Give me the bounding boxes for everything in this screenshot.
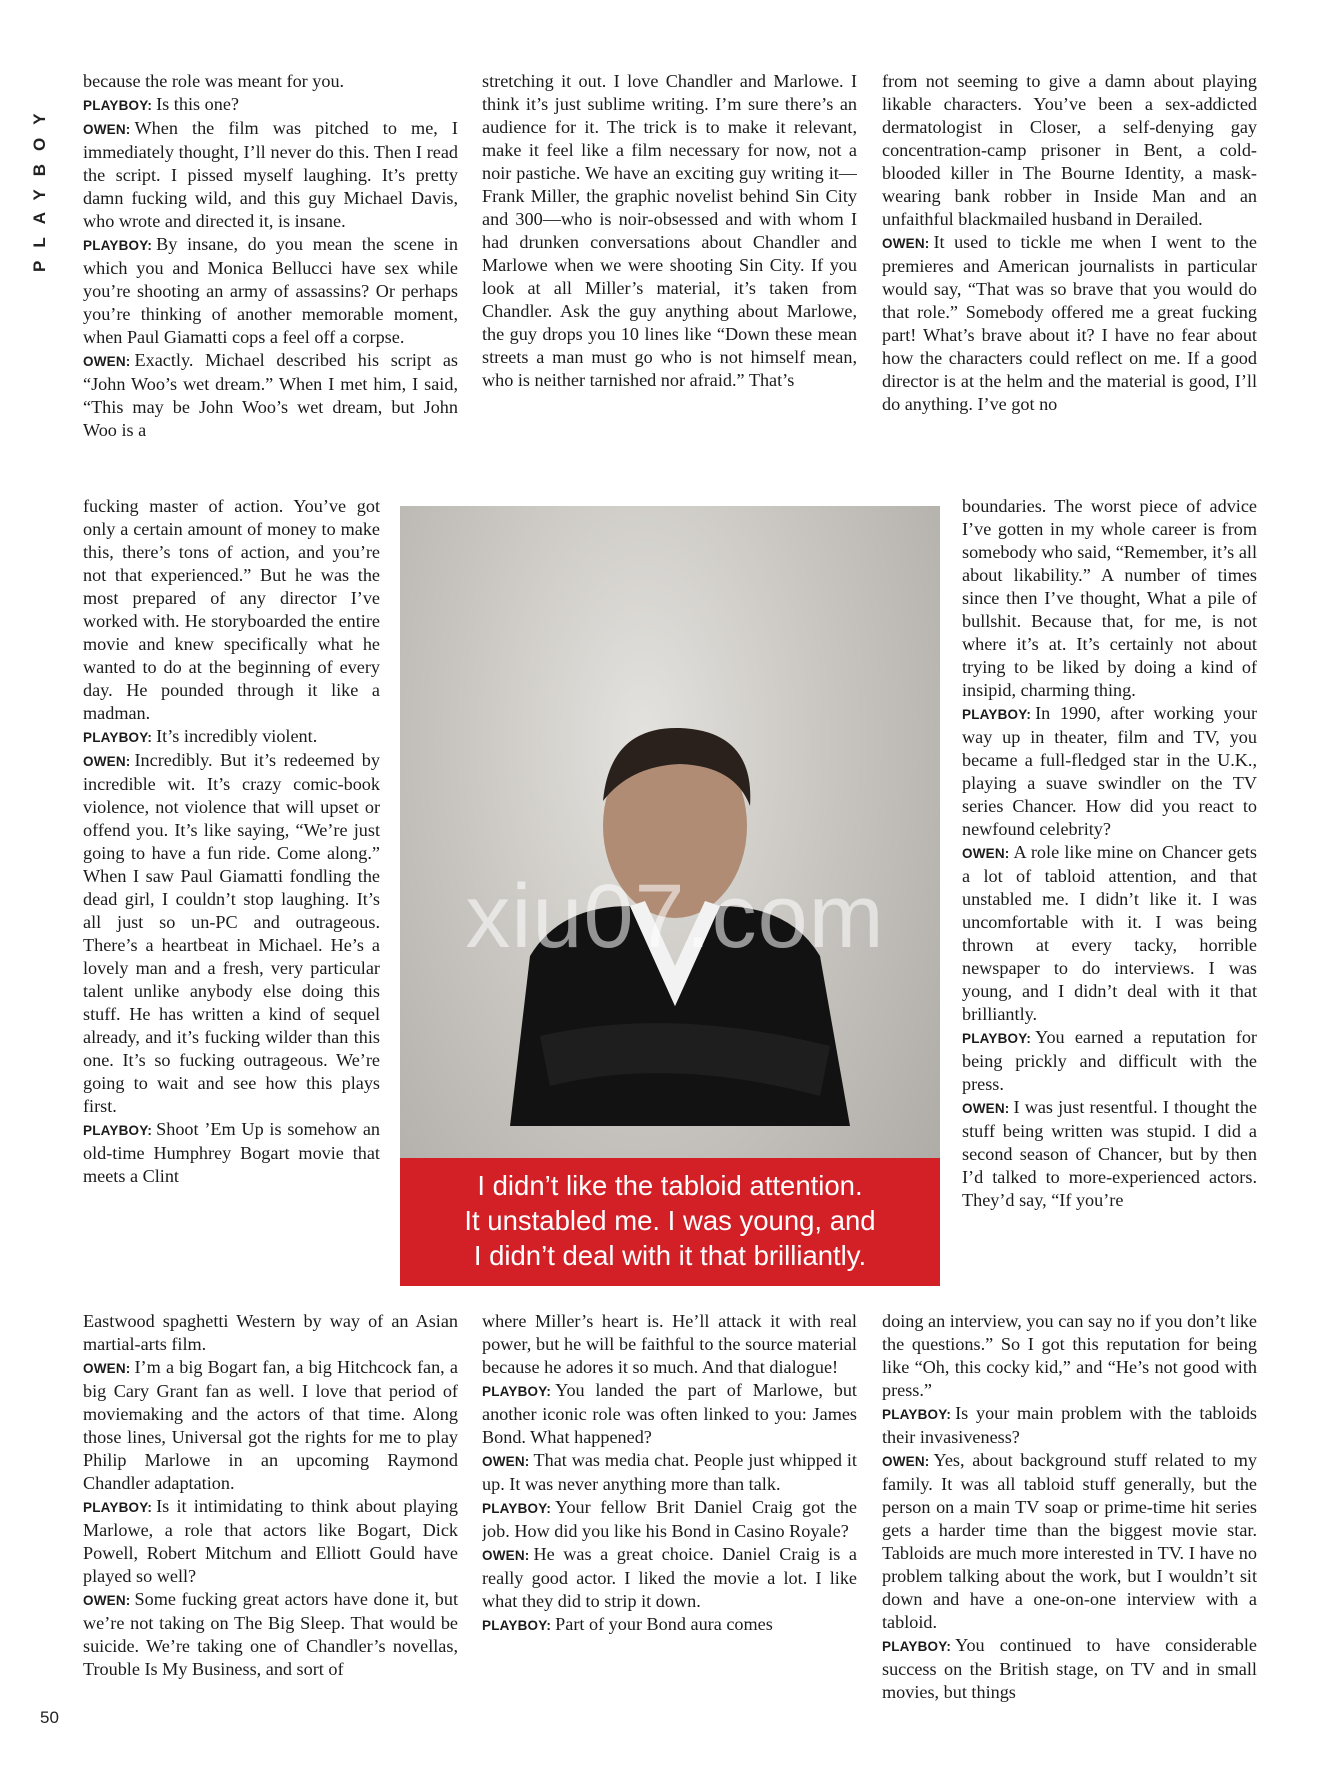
paragraph — [882, 1634, 1257, 1704]
paragraph-text: Shoot ’Em Up is somehow an old-time Humphrey Bogart movie that meets a Clint — [83, 1119, 380, 1186]
paragraph — [83, 495, 380, 725]
speaker-label: PLAYBOY: — [962, 707, 1032, 722]
paragraph — [482, 1496, 857, 1543]
paragraph — [882, 1310, 1257, 1402]
paragraph — [962, 702, 1257, 841]
speaker-label: PLAYBOY: — [83, 1500, 153, 1515]
paragraph — [482, 1543, 857, 1613]
paragraph — [83, 1356, 458, 1495]
paragraph — [962, 1096, 1257, 1212]
paragraph-text: Is it intimidating to think about playing Marlowe, a role that actors like Bogart, Dick Powell, Robert Mitchum and Elliott Gould have played so well? — [83, 1496, 458, 1586]
paragraph-text: It’s incredibly violent. — [156, 726, 318, 746]
paragraph — [482, 1613, 857, 1637]
speaker-label: PLAYBOY: — [482, 1618, 552, 1633]
paragraph-text: By insane, do you mean the scene in which you and Monica Bellucci have sex while you’re shooting an army of assassins? Or perhaps you’re thinking of another memorable moment, when Paul Giamatti cops a feel off a corpse. — [83, 234, 458, 347]
paragraph-text: stretching it out. I love Chandler and Marlowe. I think it’s just sublime writing. I’m sure there’s an audience for it. The trick is to make it relevant, make it feel like a film necessary for now, not a noir pastiche. We have an exciting guy writing it—Frank Miller, the graphic novelist behind Sin City and 300—who is noir-obsessed and with whom I had drunken conversations about Chandler and Marlowe when we were shooting Sin City. If you look at all Miller’s material, it’s taken from Chandler. Ask the guy anything about Marlowe, the guy drops you 10 lines like “Down these mean streets a man must go who is not himself mean, who is neither tarnished nor afraid.” That’s — [482, 71, 857, 390]
pull-quote — [400, 1158, 940, 1273]
paragraph-text: Your fellow Brit Daniel Craig got the job. How did you like his Bond in Casino Royale? — [482, 1497, 857, 1541]
paragraph-text: Is your main problem with the tabloids their invasiveness? — [882, 1403, 1257, 1447]
paragraph-text: You continued to have considerable success on the British stage, on TV and in small movies, but things — [882, 1635, 1257, 1702]
page-number: 50 — [40, 1708, 59, 1727]
pull-quote-line: I didn’t like the tabloid attention. — [477, 1170, 863, 1201]
paragraph — [83, 93, 458, 117]
paragraph-text: I was just resentful. I thought the stuff being written was stupid. I did a second season of Chancer, but by then I’d talked to more-experienced actors. They’d say, “If you’re — [962, 1097, 1257, 1210]
paragraph — [83, 1118, 380, 1188]
speaker-label: OWEN: — [83, 1593, 131, 1608]
paragraph — [83, 349, 458, 442]
paragraph — [962, 1026, 1257, 1096]
pull-quote-box — [400, 1158, 940, 1286]
speaker-label: PLAYBOY: — [83, 238, 153, 253]
paragraph-text: Some fucking great actors have done it, but we’re not taking on The Big Sleep. That would be suicide. We’re taking one of Chandler’s novellas, Trouble Is My Business, and sort of — [83, 1589, 458, 1679]
paragraph — [482, 1449, 857, 1496]
speaker-label: PLAYBOY: — [962, 1031, 1032, 1046]
paragraph-text: In 1990, after working your way up in theater, film and TV, you became a full-fledged star in the U.K., playing a suave swindler on the TV series Chancer. How did you react to newfound celebrity? — [962, 703, 1257, 839]
paragraph — [83, 117, 458, 233]
pull-quote-line: I didn’t deal with it that brilliantly. — [473, 1240, 867, 1271]
speaker-label: OWEN: — [962, 1101, 1010, 1116]
paragraph-text: doing an interview, you can say no if you don’t like the questions.” So I got this reputation for being like “Oh, this cocky kid,” and “He’s not good with press.” — [882, 1311, 1257, 1400]
speaker-label: OWEN: — [962, 846, 1010, 861]
paragraph — [83, 70, 458, 93]
paragraph-text: Eastwood spaghetti Western by way of an Asian martial-arts film. — [83, 1311, 458, 1354]
column-1-middle — [83, 495, 380, 1310]
paragraph-text: He was a great choice. Daniel Craig is a really good actor. I liked the movie a lot. I like what they did to strip it down. — [482, 1544, 857, 1611]
column-1-top — [83, 70, 458, 495]
paragraph-text: Part of your Bond aura comes — [555, 1614, 773, 1634]
column-3-middle — [962, 495, 1257, 1310]
speaker-label: PLAYBOY: — [482, 1501, 552, 1516]
paragraph-text: You landed the part of Marlowe, but another iconic role was often linked to you: James Bond. What happened? — [482, 1380, 857, 1447]
column-2-bottom — [482, 1310, 857, 1735]
paragraph — [482, 70, 857, 392]
paragraph-text: You earned a reputation for being prickly and difficult with the press. — [962, 1027, 1257, 1094]
watermark-text: xiu07.com — [465, 867, 885, 967]
paragraph-text: That was media chat. People just whipped it up. It was never anything more than talk. — [482, 1450, 857, 1494]
paragraph — [962, 841, 1257, 1026]
paragraph-text: because the role was meant for you. — [83, 71, 345, 91]
paragraph-text: fucking master of action. You’ve got only a certain amount of money to make this, there’s tons of action, and you’re not that experienced.” But he was the most prepared of any director I’ve worked with. He storyboarded the entire movie and knew specifically what he wanted to do at the beginning of every day. He pounded through it like a madman. — [83, 496, 380, 723]
speaker-label: PLAYBOY: — [83, 730, 153, 745]
paragraph-text: I’m a big Bogart fan, a big Hitchcock fan, a big Cary Grant fan as well. I love that period of moviemaking and the actors of that time. Along those lines, Universal got the rights for me to play Philip Marlowe in an upcoming Raymond Chandler adaptation. — [83, 1357, 458, 1493]
speaker-label: PLAYBOY: — [83, 1123, 153, 1138]
paragraph-text: where Miller’s heart is. He’ll attack it with real power, but he will be faithful to the source material because he adores it so much. And that dialogue! — [482, 1311, 857, 1377]
paragraph-text: Exactly. Michael described his script as “John Woo’s wet dream.” When I met him, I said, “This may be John Woo’s wet dream, but John Woo is a — [83, 350, 458, 440]
speaker-label: OWEN: — [83, 122, 131, 137]
paragraph — [83, 1495, 458, 1588]
speaker-label: PLAYBOY: — [882, 1639, 952, 1654]
paragraph-text: It used to tickle me when I went to the premieres and American journalists in particular would say, “That was so brave that you would do that role.” Somebody offered me a great fucking part! What’s brave about it? I have no fear about how the characters could reflect on me. If a good director is at the helm and the material is good, I’ll do anything. I’ve got no — [882, 232, 1257, 414]
column-3-bottom — [882, 1310, 1257, 1735]
magazine-side-label: PLAYBOY — [30, 100, 49, 272]
paragraph — [83, 233, 458, 349]
paragraph — [882, 70, 1257, 231]
paragraph — [83, 1588, 458, 1681]
paragraph-text: A role like mine on Chancer gets a lot of tabloid attention, and that unstabled me. I didn’t like it. I was uncomfortable with it. I was being thrown at every tacky, horrible newspaper to do interviews. I was young, and I didn’t deal with it that brilliantly. — [962, 842, 1257, 1024]
speaker-label: PLAYBOY: — [83, 98, 153, 113]
paragraph-text: Is this one? — [156, 94, 239, 114]
paragraph-text: boundaries. The worst piece of advice I’ve gotten in my whole career is from somebody who said, “Remember, it’s all about likability.” A number of times since then I’ve thought, What a pile of bullshit. Because that, for me, is not where it’s at. It’s certainly not about trying to be liked by doing a kind of insipid, charming thing. — [962, 496, 1257, 700]
paragraph — [83, 1310, 458, 1356]
pull-quote-line: It unstabled me. I was young, and — [464, 1205, 876, 1236]
speaker-label: OWEN: — [482, 1454, 530, 1469]
paragraph — [882, 1402, 1257, 1449]
speaker-label: OWEN: — [882, 1454, 930, 1469]
speaker-label: OWEN: — [83, 1361, 131, 1376]
paragraph-text: When the film was pitched to me, I immediately thought, I’ll never do this. Then I read the script. I pissed myself laughing. It’s pretty damn fucking wild, and this guy Michael Davis, who wrote and directed it, is insane. — [83, 118, 458, 231]
paragraph-text: from not seeming to give a damn about playing likable characters. You’ve been a sex-addicted dermatologist in Closer, a self-denying gay concentration-camp prisoner in Bent, a cold-blooded killer in The Bourne Identity, a mask-wearing bank robber in Inside Man and an unfaithful blackmailed husband in Derailed. — [882, 71, 1257, 229]
paragraph-text: Yes, about background stuff related to my family. It was all tabloid stuff generally, but the person on a main TV soap or prime-time hit series gets a harder time than the biggest movie star. Tabloids are much more interested in TV. I have no problem talking about the work, but I wouldn’t sit down and have a one-on-one interview with a tabloid. — [882, 1450, 1257, 1632]
speaker-label: PLAYBOY: — [482, 1384, 552, 1399]
paragraph — [882, 1449, 1257, 1634]
column-2-top — [482, 70, 857, 495]
column-1-bottom — [83, 1310, 458, 1735]
paragraph — [482, 1379, 857, 1449]
speaker-label: OWEN: — [882, 236, 930, 251]
speaker-label: OWEN: — [83, 754, 131, 769]
speaker-label: OWEN: — [83, 354, 131, 369]
paragraph — [83, 749, 380, 1118]
paragraph — [882, 231, 1257, 416]
column-3-top — [882, 70, 1257, 495]
paragraph — [482, 1310, 857, 1379]
paragraph-text: Incredibly. But it’s redeemed by incredible wit. It’s crazy comic-book violence, not violence that will upset or offend you. It’s like saying, “We’re just going to have a fun ride. Come along.” When I saw Paul Giamatti fondling the dead girl, I couldn’t stop laughing. It’s all just so un-PC and outrageous. There’s a heartbeat in Michael. He’s a lovely man and a fresh, very particular talent unlike anybody else doing this stuff. He has written a kind of sequel already, and it’s fucking wilder than this one. It’s so fucking outrageous. We’re going to wait and see how this plays first. — [83, 750, 380, 1116]
paragraph — [962, 495, 1257, 702]
speaker-label: PLAYBOY: — [882, 1407, 952, 1422]
paragraph — [83, 725, 380, 749]
speaker-label: OWEN: — [482, 1548, 530, 1563]
